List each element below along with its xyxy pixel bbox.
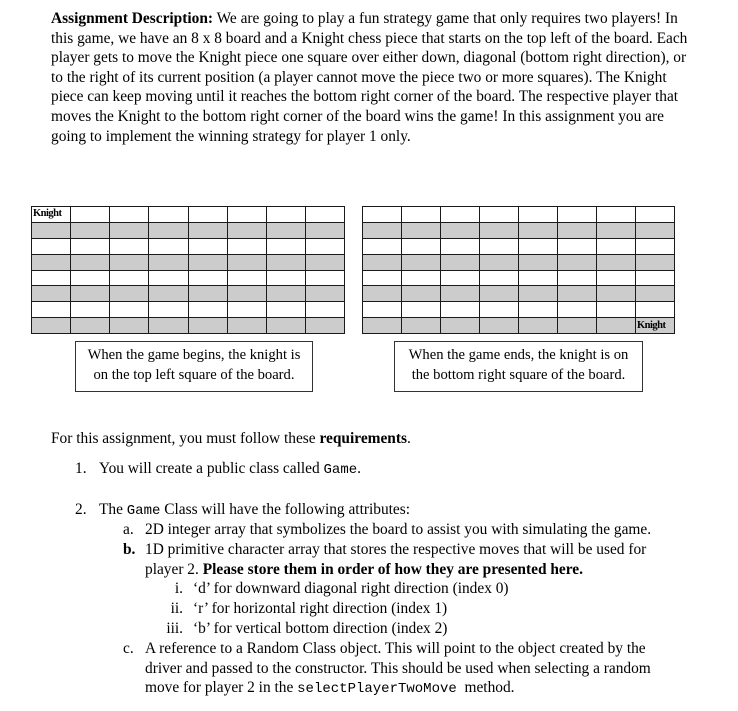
board-square (441, 238, 480, 254)
board-square (402, 207, 441, 223)
board-square (636, 207, 675, 223)
caption-end-line1: When the game ends, the knight is on (408, 347, 629, 363)
board-square (402, 222, 441, 238)
board-square (558, 302, 597, 318)
board-square (71, 238, 110, 254)
board-square (266, 207, 305, 223)
board-square (441, 222, 480, 238)
list-marker-ii: ii. (170, 600, 183, 617)
board-end (362, 206, 675, 334)
assignment-description (51, 9, 691, 146)
attribute-c-post: method. (456, 679, 515, 697)
caption-end-line2: the bottom right square of the board. (411, 366, 626, 383)
board-square (441, 270, 480, 286)
list-marker-i: i. (174, 580, 183, 597)
board-row (32, 318, 345, 334)
board-square (32, 318, 71, 334)
board-square (636, 222, 675, 238)
board-square (558, 270, 597, 286)
board-square (71, 222, 110, 238)
board-square (188, 207, 227, 223)
board-square (363, 318, 402, 334)
caption-game-ends (394, 341, 643, 392)
board-square (110, 238, 149, 254)
board-row (363, 302, 675, 318)
board-row (363, 238, 675, 254)
board-square (71, 286, 110, 302)
board-square (597, 286, 636, 302)
list-marker-2: 2. (75, 501, 87, 518)
board-square (480, 238, 519, 254)
board-square (188, 254, 227, 270)
board-square (519, 238, 558, 254)
board-square (480, 286, 519, 302)
method-name-code: selectPlayerTwoMove (297, 681, 457, 698)
board-square (149, 222, 188, 238)
board-square (149, 254, 188, 270)
board-square (363, 207, 402, 223)
board-square (441, 302, 480, 318)
board-row (32, 238, 345, 254)
move-r: ‘r’ for horizontal right direction (index 1) (193, 600, 448, 617)
board-square (519, 318, 558, 334)
board-square (32, 270, 71, 286)
board-square (558, 318, 597, 334)
attribute-b-text: 1D primitive character array that stores the respective moves that will be used for player 2. (145, 541, 647, 578)
board-square (597, 302, 636, 318)
board-square (32, 238, 71, 254)
intro-period: . (406, 430, 411, 447)
board-row (363, 270, 675, 286)
board-square (110, 222, 149, 238)
board-square (363, 254, 402, 270)
board-square (71, 302, 110, 318)
board-square (402, 238, 441, 254)
board-square (480, 302, 519, 318)
board-square (305, 238, 344, 254)
board-row (32, 207, 345, 223)
requirement-1 (99, 459, 361, 481)
board-square (402, 254, 441, 270)
board-square (597, 318, 636, 334)
board-square (188, 238, 227, 254)
knight-square: Knight (32, 207, 71, 223)
board-square (227, 270, 266, 286)
list-marker-a: a. (123, 521, 134, 538)
board-square (305, 286, 344, 302)
requirement-2-post: Class will have the following attributes: (160, 501, 411, 518)
requirements-intro (51, 429, 411, 449)
board-square (363, 238, 402, 254)
board-square (149, 238, 188, 254)
attribute-c-random (145, 639, 685, 700)
board-square (597, 254, 636, 270)
caption-start-line1: When the game begins, the knight is (87, 347, 301, 363)
board-square (266, 254, 305, 270)
board-square (305, 302, 344, 318)
board-square (558, 238, 597, 254)
board-square (363, 286, 402, 302)
description-label: Assignment Description: (51, 10, 214, 27)
board-square (597, 222, 636, 238)
board-square (480, 270, 519, 286)
board-square (558, 286, 597, 302)
board-square (32, 302, 71, 318)
board-square (227, 302, 266, 318)
board-square (480, 222, 519, 238)
class-name-code: Game (126, 503, 161, 519)
knight-square: Knight (636, 318, 675, 334)
requirements-keyword: requirements (319, 430, 407, 447)
board-square (305, 207, 344, 223)
board-square (149, 286, 188, 302)
board-square (266, 238, 305, 254)
board-square (188, 222, 227, 238)
list-marker-1: 1. (75, 460, 87, 477)
board-square (227, 222, 266, 238)
board-square (110, 207, 149, 223)
board-row (363, 318, 675, 334)
board-square (519, 302, 558, 318)
board-square (441, 254, 480, 270)
caption-game-begins (75, 341, 313, 392)
board-row (363, 207, 675, 223)
board-row (363, 286, 675, 302)
board-square (441, 318, 480, 334)
board-square (32, 286, 71, 302)
attribute-c-text: A reference to a Random Class object. This will point to the object created by the driver and passed to the constructor. This should be used when selecting a random move for player 2 in the (145, 640, 651, 697)
requirement-1-period: . (357, 460, 361, 477)
requirement-1-text: You will create a public class called (99, 460, 324, 477)
board-square (266, 302, 305, 318)
board-row (32, 302, 345, 318)
list-marker-iii: iii. (166, 620, 183, 637)
board-square (363, 302, 402, 318)
board-square (441, 286, 480, 302)
requirement-2 (99, 500, 410, 522)
board-row (32, 254, 345, 270)
board-row (32, 270, 345, 286)
board-square (71, 207, 110, 223)
board-square (227, 286, 266, 302)
move-b: ‘b’ for vertical bottom direction (index 2) (193, 620, 448, 637)
board-square (32, 254, 71, 270)
board-square (519, 270, 558, 286)
move-d: ‘d’ for downward diagonal right direction (index 0) (193, 580, 509, 597)
board-square (305, 318, 344, 334)
requirement-2-pre: The (99, 501, 127, 518)
board-square (636, 238, 675, 254)
attribute-b-note: Please store them in order of how they are presented here. (202, 560, 583, 578)
board-square (519, 207, 558, 223)
caption-start-line2: on the top left square of the board. (93, 366, 295, 383)
board-square (636, 286, 675, 302)
board-square (110, 286, 149, 302)
board-square (227, 318, 266, 334)
description-text: We are going to play a fun strategy game that only requires two players! In this game, we have an 8 x 8 board and a Knight chess piece that starts on the top left of the board. Each player gets to move the Knight piece one square over either down, diagonal (bottom right direction), or to the right of its current position (a player cannot move the piece two or more squares). The Knight piece can keep moving until it reaches the bottom right corner of the board. The respective player that moves the Knight to the bottom right corner of the board wins the game! In this assignment you are going to implement the winning strategy for player 1 only. (51, 10, 688, 145)
board-square (188, 270, 227, 286)
board-square (266, 222, 305, 238)
board-square (305, 222, 344, 238)
list-marker-c: c. (123, 640, 134, 657)
board-square (71, 270, 110, 286)
board-square (402, 286, 441, 302)
board-square (597, 207, 636, 223)
board-square (71, 318, 110, 334)
board-square (597, 238, 636, 254)
board-row (32, 222, 345, 238)
board-square (363, 270, 402, 286)
board-square (363, 222, 402, 238)
board-square (188, 318, 227, 334)
board-square (597, 270, 636, 286)
board-square (149, 270, 188, 286)
board-square (149, 207, 188, 223)
board-square (32, 222, 71, 238)
board-square (402, 302, 441, 318)
board-square (558, 222, 597, 238)
board-square (188, 286, 227, 302)
board-square (519, 222, 558, 238)
board-square (519, 286, 558, 302)
board-square (266, 270, 305, 286)
board-square (188, 302, 227, 318)
board-square (266, 286, 305, 302)
attribute-a-board-array: 2D integer array that symbolizes the board to assist you with simulating the game. (145, 521, 652, 538)
board-row (363, 222, 675, 238)
attribute-b-moves-array (145, 540, 685, 579)
board-square (227, 238, 266, 254)
board-square (636, 302, 675, 318)
board-square (558, 254, 597, 270)
board-square (402, 318, 441, 334)
board-square (558, 207, 597, 223)
intro-text: For this assignment, you must follow these (51, 430, 320, 447)
board-square (480, 318, 519, 334)
board-square (149, 302, 188, 318)
board-row (32, 286, 345, 302)
board-square (110, 302, 149, 318)
board-square (110, 270, 149, 286)
list-marker-b: b. (123, 541, 136, 558)
board-square (149, 318, 188, 334)
board-square (110, 254, 149, 270)
board-row (363, 254, 675, 270)
board-square (110, 318, 149, 334)
board-square (266, 318, 305, 334)
board-square (305, 254, 344, 270)
board-square (636, 270, 675, 286)
board-square (480, 207, 519, 223)
class-name-code: Game (323, 462, 358, 478)
board-square (71, 254, 110, 270)
board-square (227, 207, 266, 223)
board-square (227, 254, 266, 270)
board-square (480, 254, 519, 270)
board-start (31, 206, 345, 334)
board-square (519, 254, 558, 270)
board-square (441, 207, 480, 223)
board-square (402, 270, 441, 286)
board-square (636, 254, 675, 270)
board-square (305, 270, 344, 286)
